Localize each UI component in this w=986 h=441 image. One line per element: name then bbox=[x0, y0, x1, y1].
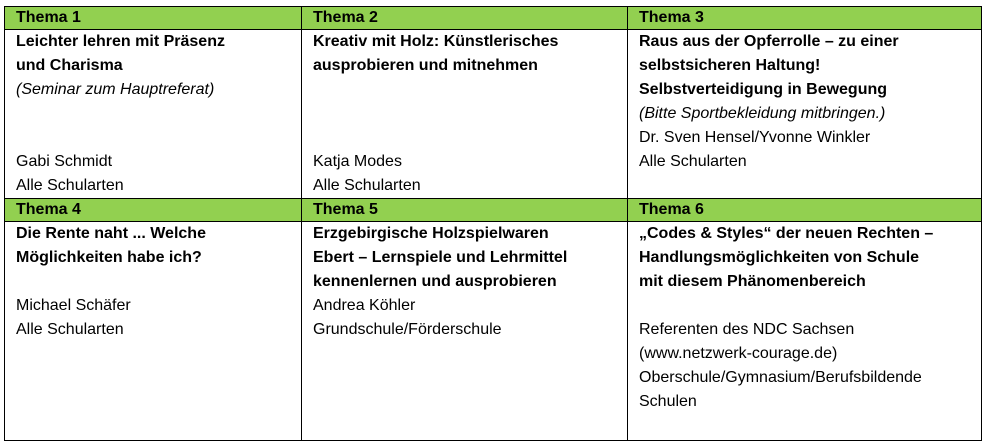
topic-title: Selbstverteidigung in Bewegung bbox=[639, 81, 888, 98]
topic-title: Raus aus der Opferrolle – zu einer bbox=[639, 33, 899, 50]
topic-header: Thema 6 bbox=[628, 199, 982, 222]
speaker-name: Dr. Sven Hensel/Yvonne Winkler bbox=[639, 129, 871, 146]
spacer bbox=[313, 126, 619, 150]
topic-title: Kreativ mit Holz: Künstlerisches bbox=[313, 33, 559, 50]
topic-cell-1 bbox=[5, 30, 302, 199]
topic-header: Thema 2 bbox=[302, 7, 628, 30]
speaker-name: Referenten des NDC Sachsen bbox=[639, 321, 855, 338]
speaker-name: Gabi Schmidt bbox=[16, 153, 113, 170]
topic-header: Thema 4 bbox=[5, 199, 302, 222]
school-types: Alle Schularten bbox=[639, 153, 747, 170]
topic-title: und Charisma bbox=[16, 57, 123, 74]
topic-title: Die Rente naht ... Welche bbox=[16, 225, 206, 242]
header-row-2 bbox=[5, 199, 982, 222]
topic-cell-4 bbox=[5, 222, 302, 441]
topic-title: „Codes & Styles“ der neuen Rechten – bbox=[639, 225, 934, 242]
topic-cell-2 bbox=[302, 30, 628, 199]
school-types: Alle Schularten bbox=[313, 177, 421, 194]
school-types: Oberschule/Gymnasium/Berufsbildende bbox=[639, 369, 922, 386]
header-row-1 bbox=[5, 7, 982, 30]
topic-title: Leichter lehren mit Präsenz bbox=[16, 33, 225, 50]
spacer bbox=[639, 294, 973, 318]
topic-title: Möglichkeiten habe ich? bbox=[16, 249, 202, 266]
topic-cell-5 bbox=[302, 222, 628, 441]
spacer bbox=[16, 126, 293, 150]
speaker-name: Andrea Köhler bbox=[313, 297, 416, 314]
spacer bbox=[16, 102, 293, 126]
speaker-name: (www.netzwerk-courage.de) bbox=[639, 345, 838, 362]
topic-title: ausprobieren und mitnehmen bbox=[313, 57, 538, 74]
topic-cell-6 bbox=[628, 222, 982, 441]
school-types: Schulen bbox=[639, 393, 697, 410]
topic-title: mit diesem Phänomenbereich bbox=[639, 273, 866, 290]
topic-note: (Bitte Sportbekleidung mitbringen.) bbox=[639, 105, 886, 122]
topic-cell-3 bbox=[628, 30, 982, 199]
topic-title: kennenlernen und ausprobieren bbox=[313, 273, 557, 290]
school-types: Alle Schularten bbox=[16, 177, 124, 194]
content-row-2 bbox=[5, 222, 982, 441]
speaker-name: Katja Modes bbox=[313, 153, 402, 170]
topic-title: selbstsicheren Haltung! bbox=[639, 57, 821, 74]
topic-title: Handlungsmöglichkeiten von Schule bbox=[639, 249, 920, 266]
spacer bbox=[313, 102, 619, 126]
spacer bbox=[313, 78, 619, 102]
workshop-topics-table bbox=[4, 6, 982, 441]
speaker-name: Michael Schäfer bbox=[16, 297, 131, 314]
topic-header: Thema 3 bbox=[628, 7, 982, 30]
content-row-1 bbox=[5, 30, 982, 199]
spacer bbox=[16, 270, 293, 294]
school-types: Grundschule/Förderschule bbox=[313, 321, 502, 338]
topic-title: Ebert – Lernspiele und Lehrmittel bbox=[313, 249, 568, 266]
topic-header: Thema 5 bbox=[302, 199, 628, 222]
topic-header: Thema 1 bbox=[5, 7, 302, 30]
topic-title: Erzgebirgische Holzspielwaren bbox=[313, 225, 549, 242]
topic-note: (Seminar zum Hauptreferat) bbox=[16, 81, 215, 98]
school-types: Alle Schularten bbox=[16, 321, 124, 338]
